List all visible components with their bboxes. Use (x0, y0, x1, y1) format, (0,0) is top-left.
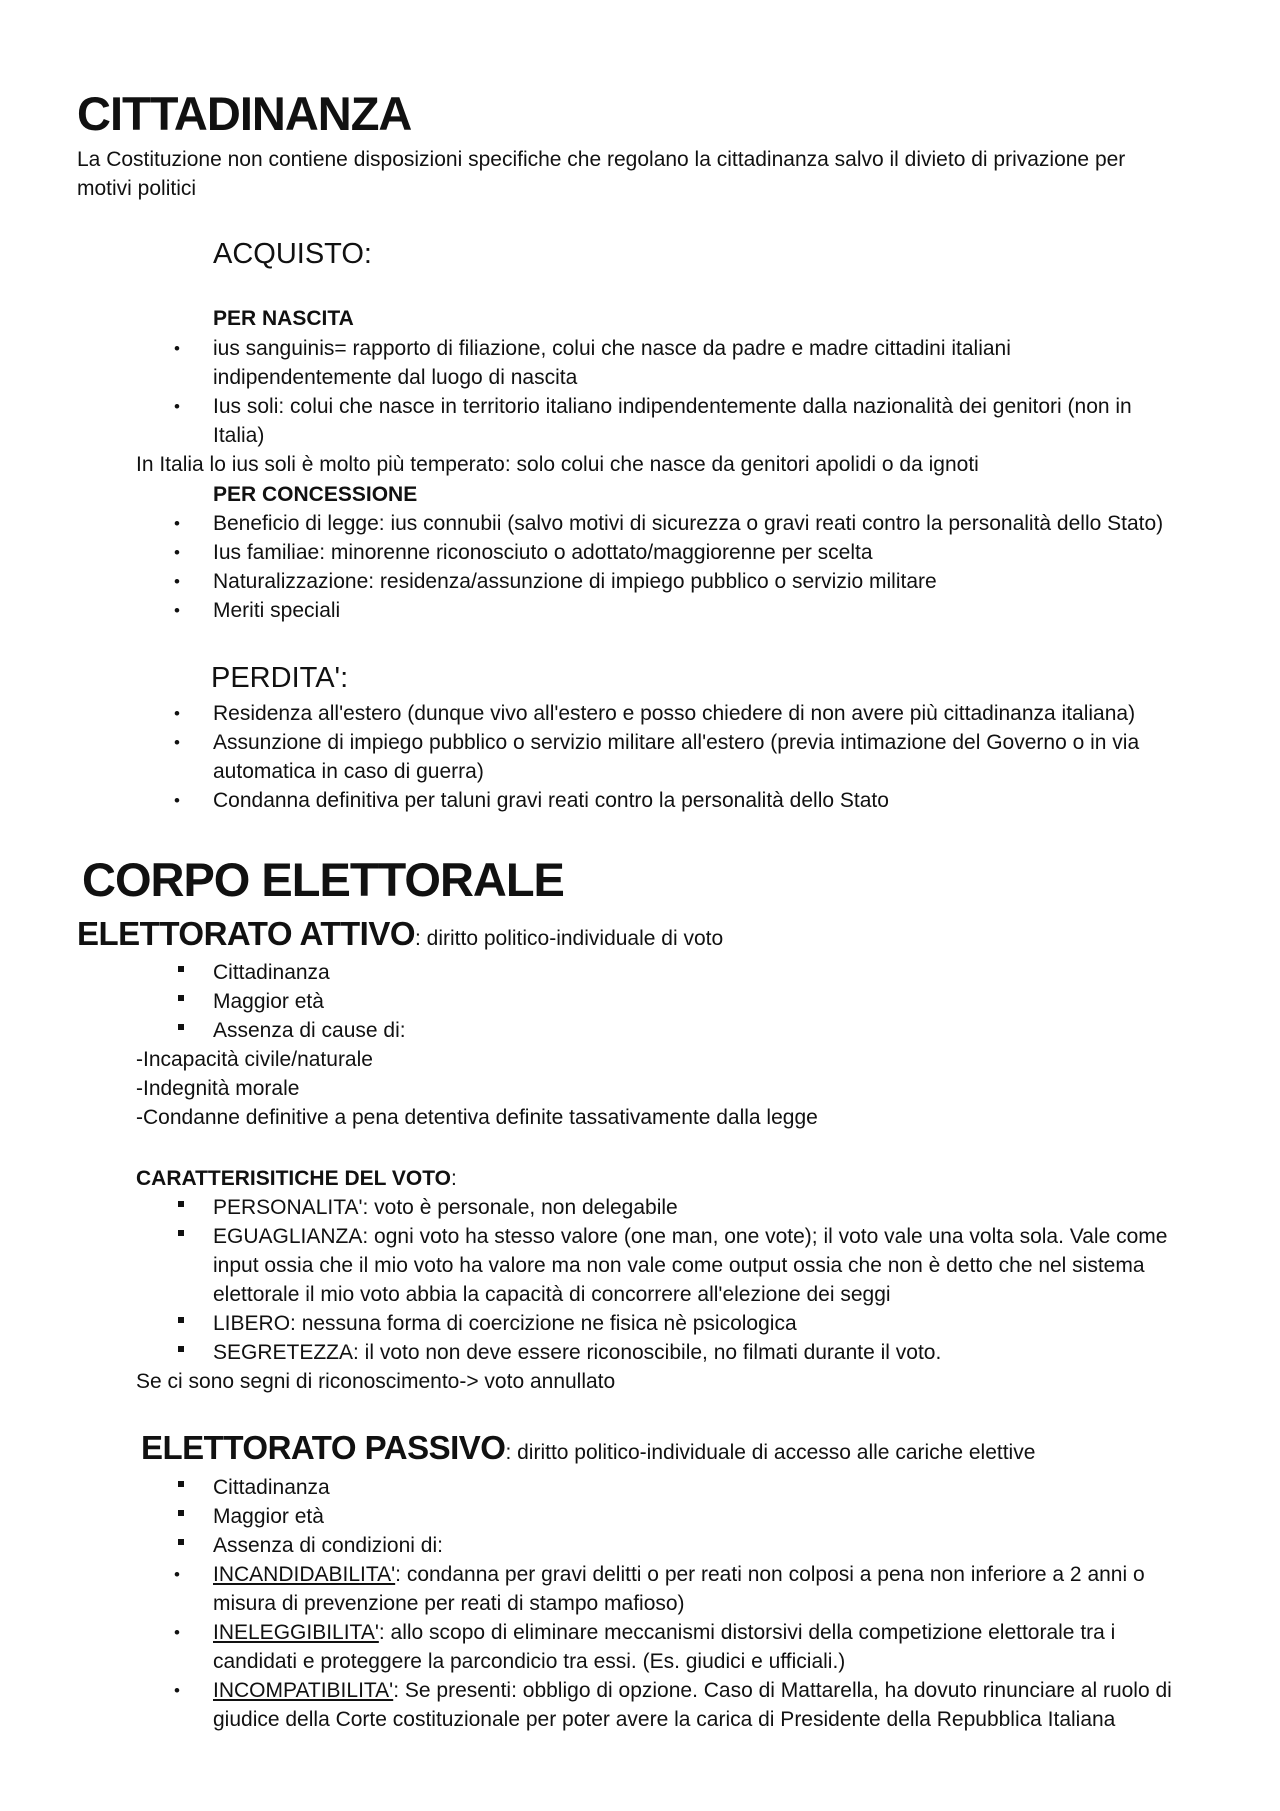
caratteristiche-voto-heading: CARATTERISITICHE DEL VOTO (136, 1167, 452, 1190)
attivo-requisito: Assenza di cause di: (213, 1019, 406, 1042)
bullet-icon: • (174, 514, 180, 533)
square-bullet-icon (178, 1510, 184, 1516)
incompatibilita-label: INCOMPATIBILITA' (213, 1679, 394, 1702)
elettorato-passivo-desc: : diritto politico-individuale di accesso alle cariche elettive (505, 1441, 1036, 1464)
elettorato-passivo-line (141, 1428, 1035, 1468)
voto-personalita: PERSONALITA': voto è personale, non delegabile (213, 1196, 678, 1219)
ineleggibilita-text: : allo scopo di eliminare meccanismi distorsivi della competizione elettorale tra i (378, 1621, 1116, 1644)
cittadinanza-intro-line2: motivi politici (77, 177, 197, 200)
corpo-elettorale-title: CORPO ELETTORALE (82, 853, 564, 906)
incompatibilita-text: : Se presenti: obbligo di opzione. Caso di Mattarella, ha dovuto rinunciare al ruolo di (393, 1679, 1172, 1702)
elettorato-attivo-desc: : diritto politico-individuale di voto (415, 927, 724, 950)
elettorato-passivo-heading: ELETTORATO PASSIVO (141, 1429, 506, 1466)
voto-segretezza: SEGRETEZZA: il voto non deve essere riconoscibile, no filmati durante il voto. (213, 1341, 942, 1364)
perdita-heading: PERDITA': (211, 662, 349, 694)
incompatibilita-line2: giudice della Corte costituzionale per poter avere la carica di Presidente della Repubblica Italiana (213, 1708, 1116, 1731)
perdita-item-condanna: Condanna definitiva per taluni gravi reati contro la personalità dello Stato (213, 789, 889, 812)
concessione-item: Naturalizzazione: residenza/assunzione di impiego pubblico o servizio militare (213, 570, 937, 593)
bullet-icon: • (174, 397, 180, 416)
voto-eguaglianza-line2: input ossia che il mio voto ha valore ma non vale come output ossia che non è detto che nel sistema (213, 1254, 1145, 1277)
square-bullet-icon (178, 995, 184, 1001)
square-bullet-icon (178, 966, 184, 972)
cittadinanza-title: CITTADINANZA (77, 87, 412, 140)
square-bullet-icon (178, 1230, 184, 1236)
square-bullet-icon (178, 1481, 184, 1487)
ius-soli-line2: Italia) (213, 424, 265, 447)
ius-sanguinis-line1: ius sanguinis= rapporto di filiazione, colui che nasce da padre e madre cittadini italiani (213, 337, 1011, 360)
voto-eguaglianza-line1: EGUAGLIANZA: ogni voto ha stesso valore (one man, one vote); il voto vale una volta sola. Vale come (213, 1225, 1168, 1248)
elettorato-attivo-line (77, 914, 723, 954)
cittadinanza-intro-line1: La Costituzione non contiene disposizioni specifiche che regolano la cittadinanza salvo il divieto di privazione per (77, 148, 1126, 171)
ineleggibilita-line2: candidati e proteggere la parcondicio tra essi. (Es. giudici e ufficiali.) (213, 1650, 846, 1673)
perdita-item-assunzione-line2: automatica in caso di guerra) (213, 760, 484, 783)
incandidabilita-text: : condanna per gravi delitti o per reati non colposi a pena non inferiore a 2 anni o (395, 1563, 1145, 1586)
passivo-requisito: Assenza di condizioni di: (213, 1534, 443, 1557)
elettorato-attivo-heading: ELETTORATO ATTIVO (77, 915, 415, 952)
attivo-causa: -Condanne definitive a pena detentiva definite tassativamente dalla legge (136, 1106, 818, 1129)
bullet-icon: • (174, 572, 180, 591)
attivo-causa: -Indegnità morale (136, 1077, 300, 1100)
square-bullet-icon (178, 1346, 184, 1352)
attivo-causa: -Incapacità civile/naturale (136, 1048, 373, 1071)
bullet-icon: • (174, 704, 180, 723)
concessione-item: Beneficio di legge: ius connubii (salvo motivi di sicurezza o gravi reati contro la personalità dello Stato) (213, 512, 1164, 535)
concessione-item: Ius familiae: minorenne riconosciuto o adottato/maggiorenne per scelta (213, 541, 873, 564)
ius-sanguinis-line2: indipendentemente dal luogo di nascita (213, 366, 578, 389)
incandidabilita-line2: misura di prevenzione per reati di stampo mafioso) (213, 1592, 685, 1615)
concessione-item: Meriti speciali (213, 599, 341, 622)
incompatibilita-line1 (213, 1676, 1172, 1705)
passivo-requisito: Cittadinanza (213, 1476, 330, 1499)
bullet-icon: • (174, 339, 180, 358)
acquisto-heading: ACQUISTO: (213, 238, 372, 270)
perdita-item-residenza: Residenza all'estero (dunque vivo all'estero e posso chiedere di non avere più cittadinanza italiana) (213, 702, 1136, 725)
bullet-icon: • (174, 1565, 180, 1584)
ius-soli-note: In Italia lo ius soli è molto più temperato: solo colui che nasce da genitori apolidi o da ignoti (136, 453, 979, 476)
attivo-requisito: Maggior età (213, 990, 324, 1013)
voto-annullato-note: Se ci sono segni di riconoscimento-> voto annullato (136, 1370, 616, 1393)
incandidabilita-line1 (213, 1560, 1145, 1589)
bullet-icon: • (174, 1623, 180, 1642)
ineleggibilita-line1 (213, 1618, 1115, 1647)
bullet-icon: • (174, 1681, 180, 1700)
ius-soli-line1: Ius soli: colui che nasce in territorio italiano indipendentemente dalla nazionalità dei genitori (non in (213, 395, 1132, 418)
square-bullet-icon (178, 1539, 184, 1545)
incandidabilita-label: INCANDIDABILITA' (213, 1563, 396, 1586)
caratteristiche-voto-line (136, 1164, 457, 1193)
square-bullet-icon (178, 1317, 184, 1323)
per-nascita-heading: PER NASCITA (213, 307, 354, 330)
perdita-item-assunzione-line1: Assunzione di impiego pubblico o servizio militare all'estero (previa intimazione del Governo o in via (213, 731, 1140, 754)
square-bullet-icon (178, 1201, 184, 1207)
attivo-requisito: Cittadinanza (213, 961, 330, 984)
bullet-icon: • (174, 543, 180, 562)
bullet-icon: • (174, 733, 180, 752)
bullet-icon: • (174, 791, 180, 810)
ineleggibilita-label: INELEGGIBILITA' (213, 1621, 379, 1644)
voto-eguaglianza-line3: elettorale il mio voto abbia la capacità di concorrere all'elezione dei seggi (213, 1283, 891, 1306)
caratteristiche-voto-colon: : (451, 1167, 457, 1190)
passivo-requisito: Maggior età (213, 1505, 324, 1528)
voto-libero: LIBERO: nessuna forma di coercizione ne fisica nè psicologica (213, 1312, 797, 1335)
per-concessione-heading: PER CONCESSIONE (213, 483, 418, 506)
square-bullet-icon (178, 1024, 184, 1030)
bullet-icon: • (174, 601, 180, 620)
